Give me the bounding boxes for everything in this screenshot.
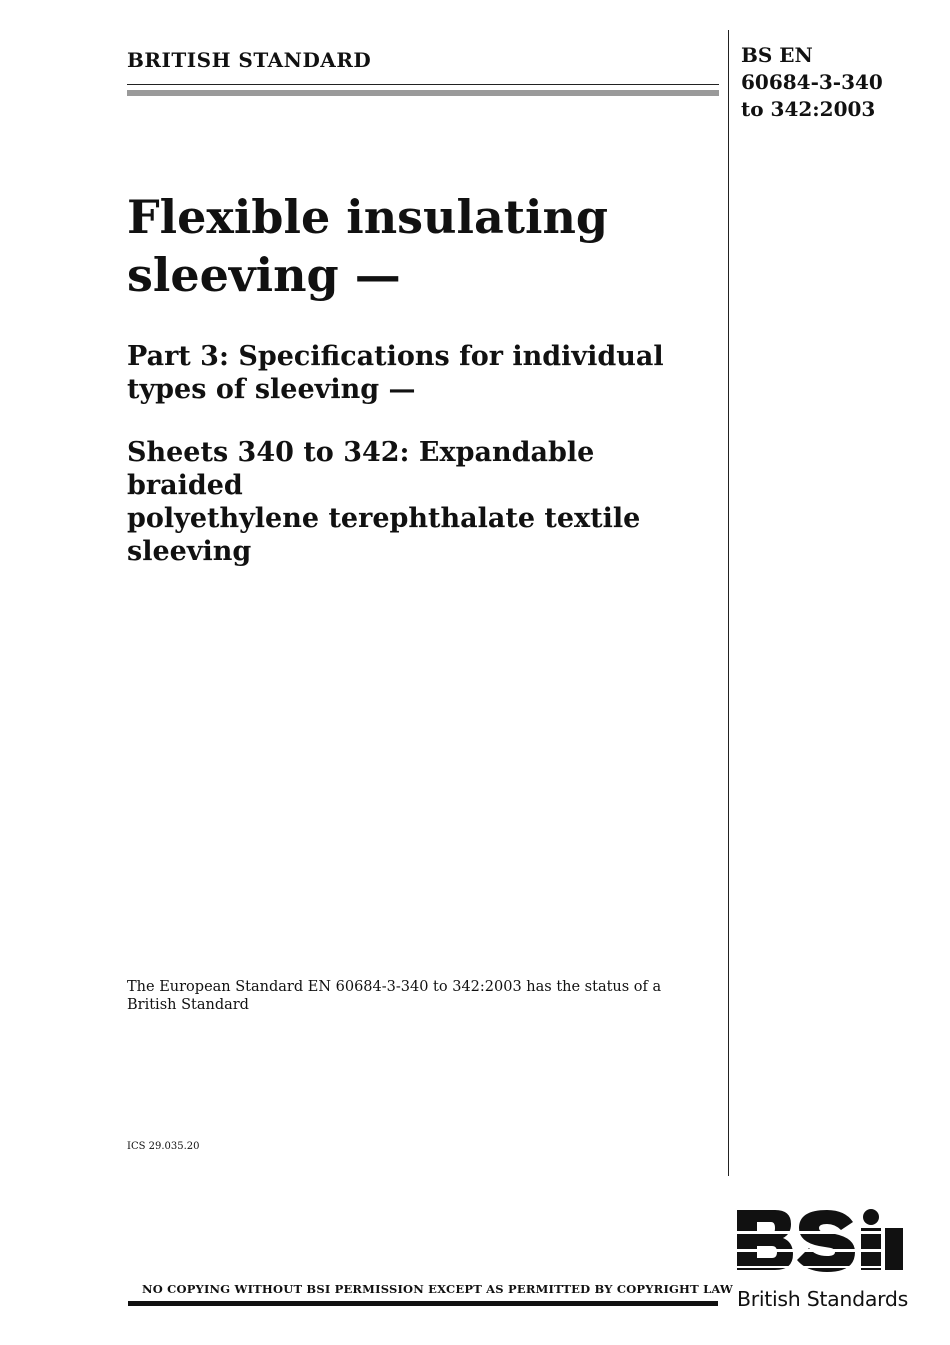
status-statement (127, 978, 707, 1014)
ics-code: ICS 29.035.20 (127, 1141, 200, 1152)
sheets-subtitle-line: polyethylene terephthalate textile (127, 503, 641, 534)
part-subtitle-line: types of sleeving — (127, 374, 416, 405)
header-rule-thick (127, 90, 719, 96)
standard-number-line: BS EN (741, 43, 813, 67)
sheets-subtitle-line: Sheets 340 to 342: Expandable braided (127, 437, 595, 501)
standard-number-line: to 342:2003 (741, 97, 876, 121)
status-line: The European Standard EN 60684-3-340 to 342:2003 has the status of a (127, 979, 662, 995)
standard-number (741, 42, 921, 123)
part-subtitle-line: Part 3: Specifications for individual (127, 341, 664, 372)
part-subtitle (127, 340, 717, 406)
title-line: Flexible insulating (127, 190, 609, 244)
copyright-notice: NO COPYING WITHOUT BSI PERMISSION EXCEPT AS PERMITTED BY COPYRIGHT LAW (142, 1282, 734, 1296)
header-rule-thin (127, 84, 719, 85)
sheets-subtitle-line: sleeving (127, 536, 252, 567)
footer-rule (128, 1301, 718, 1306)
header-label: BRITISH STANDARD (127, 48, 372, 72)
column-divider (728, 30, 729, 1176)
title-line: sleeving — (127, 248, 401, 302)
status-line: British Standard (127, 997, 249, 1013)
logo-tagline: British Standards (737, 1287, 908, 1311)
sheets-subtitle (127, 436, 717, 568)
document-title (127, 188, 717, 304)
standard-number-line: 60684-3-340 (741, 70, 883, 94)
